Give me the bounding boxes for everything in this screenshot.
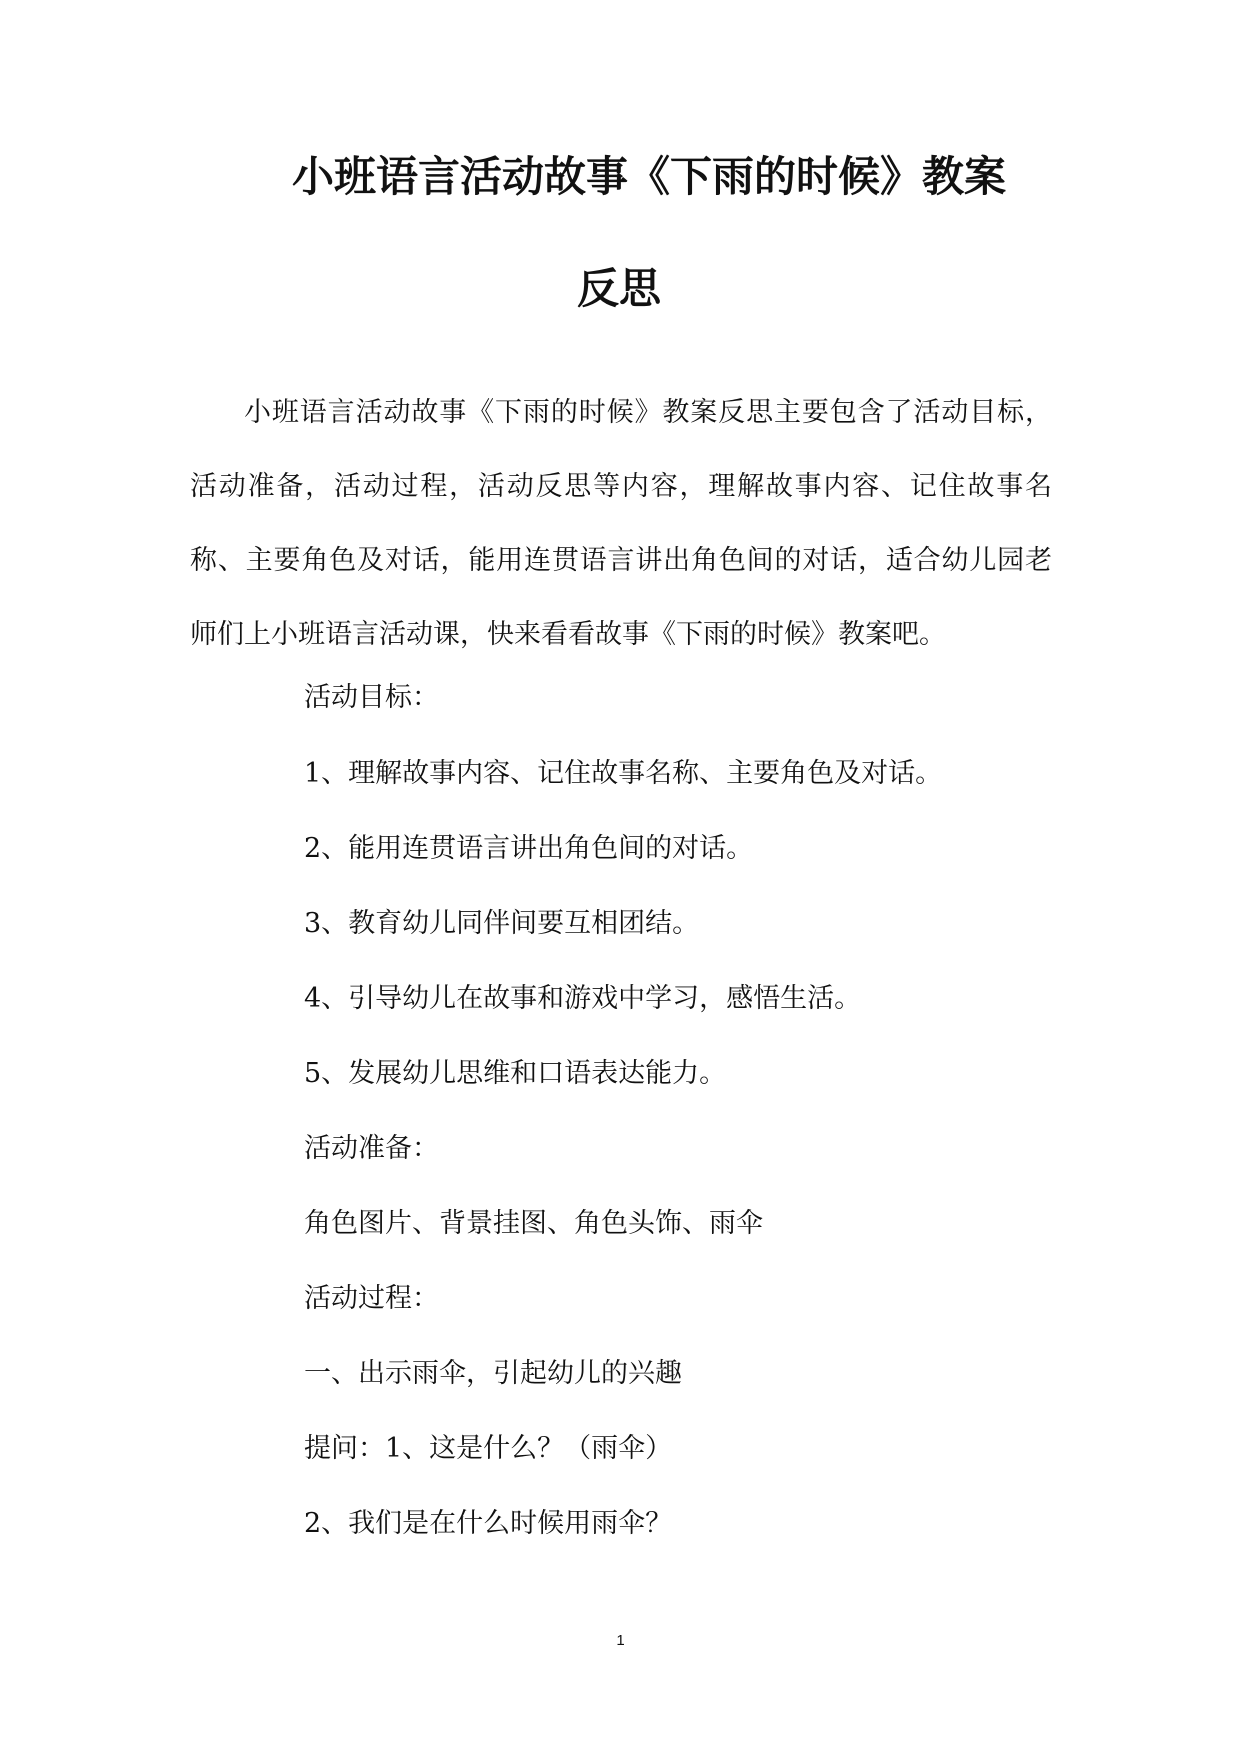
document-title-line-1: 小班语言活动故事《下雨的时候》教案 bbox=[292, 152, 1007, 201]
goal-item-2: 2、能用连贯语言讲出角色间的对话。 bbox=[304, 833, 754, 864]
section-heading-preparation: 活动准备： bbox=[304, 1133, 439, 1164]
section-heading-process: 活动过程： bbox=[304, 1283, 439, 1314]
section-heading-goals: 活动目标： bbox=[304, 682, 439, 713]
process-question-1: 提问：1、这是什么？（雨伞） bbox=[304, 1433, 673, 1464]
document-title-line-2: 反思 bbox=[577, 264, 662, 313]
intro-paragraph: 小班语言活动故事《下雨的时候》教案反思主要包含了活动目标，活动准备，活动过程，活动反思等内容，理解故事内容、记住故事名称、主要角色及对话，能用连贯语言讲出角色间的对话，适合幼儿园老师们上小班语言活动课，快来看看故事《下雨的时候》教案吧。 bbox=[190, 397, 1052, 650]
goal-item-1: 1、理解故事内容、记住故事名称、主要角色及对话。 bbox=[304, 758, 943, 789]
goal-item-4: 4、引导幼儿在故事和游戏中学习，感悟生活。 bbox=[304, 983, 862, 1014]
process-step-1: 一、出示雨伞，引起幼儿的兴趣 bbox=[304, 1358, 682, 1389]
process-question-2: 2、我们是在什么时候用雨伞？ bbox=[304, 1508, 673, 1539]
preparation-items: 角色图片、背景挂图、角色头饰、雨伞 bbox=[304, 1208, 763, 1239]
page-number: 1 bbox=[616, 1632, 625, 1649]
goal-item-5: 5、发展幼儿思维和口语表达能力。 bbox=[304, 1058, 727, 1089]
goal-item-3: 3、教育幼儿同伴间要互相团结。 bbox=[304, 908, 700, 939]
